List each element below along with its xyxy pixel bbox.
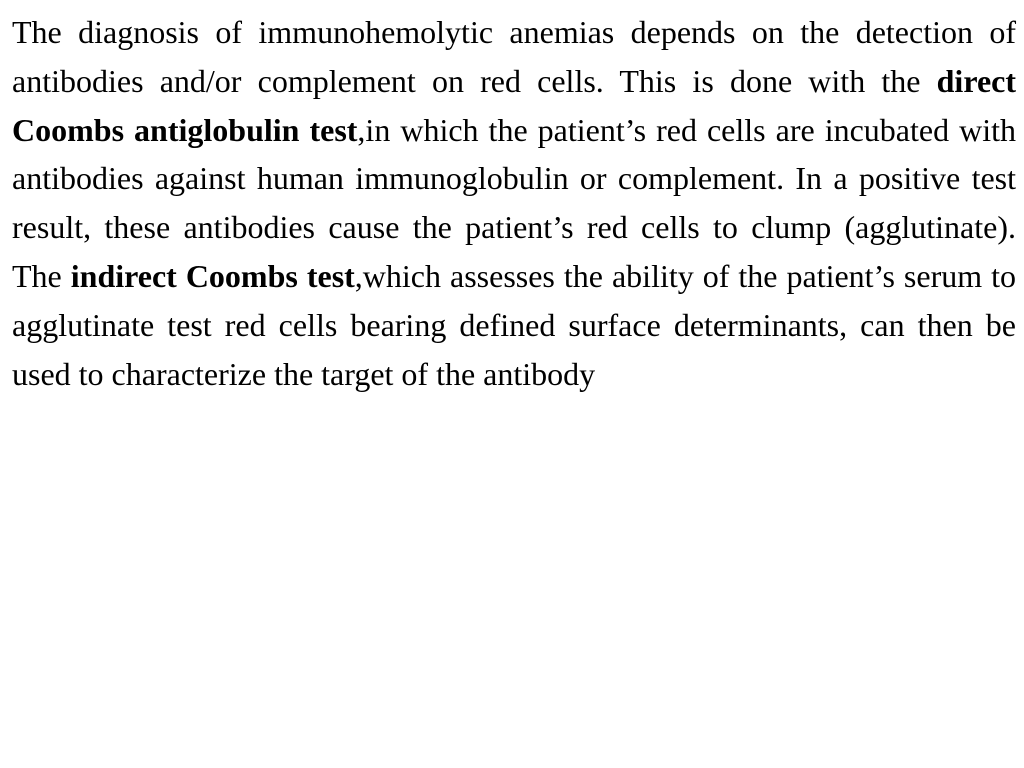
paragraph-segment-2: ,in which the patient’s red cells are incubated with antibodies against human immunoglobulin or complement. In a positive test result, these antibodies cause the patient’s red cells to clump (agglutinate). The [12,111,1016,294]
paragraph-segment-1: The diagnosis of immunohemolytic anemias depends on the detection of antibodies and/or complement on red cells. This is done with the [12,14,1016,99]
paragraph-segment-3: ,which assesses the ability of the patient’s serum to agglutinate test red cells bearing defined surface determinants, can then be used to characterize the target of the antibody [12,257,1016,392]
term-indirect-coombs-test: indirect Coombs test [70,257,355,294]
term-direct-coombs-test: direct Coombs antiglobulin test [12,62,1016,148]
body-paragraph [12,8,1016,398]
